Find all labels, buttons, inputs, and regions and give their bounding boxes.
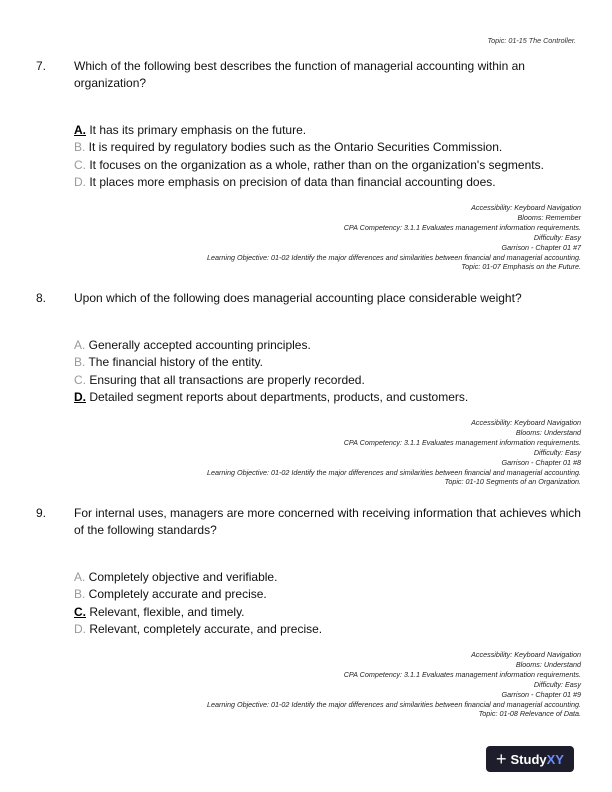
meta-topic: Topic: 01-07 Emphasis on the Future. xyxy=(461,262,581,272)
option-text: Completely objective and verifiable. xyxy=(85,570,278,584)
meta-accessibility: Accessibility: Keyboard Navigation xyxy=(471,203,581,212)
meta-blooms: Blooms: Understand xyxy=(515,659,581,669)
option-letter: C. xyxy=(74,372,86,387)
meta-difficulty: Difficulty: Easy xyxy=(533,679,581,689)
meta-topic: Topic: 01-10 Segments of an Organization. xyxy=(444,477,581,487)
logo-brand: Study xyxy=(510,751,547,767)
meta-source: Garrison - Chapter 01 #7 xyxy=(501,242,581,252)
option-c xyxy=(74,372,581,389)
header-topic: Topic: 01-15 The Controller. xyxy=(487,36,576,45)
logo-text xyxy=(511,752,564,767)
option-d xyxy=(74,174,581,191)
option-a xyxy=(74,122,581,139)
option-letter: B. xyxy=(74,587,86,602)
question-8 xyxy=(36,290,581,487)
option-a xyxy=(74,569,581,586)
question-metadata xyxy=(207,418,581,487)
option-text: It places more emphasis on precision of data than financial accounting does. xyxy=(86,174,496,189)
logo-brand-suffix: XY xyxy=(546,751,564,767)
meta-learning-objective: Learning Objective: 01-02 Identify the major differences and similarities between financial and managerial accounting. xyxy=(207,252,581,262)
option-text: Detailed segment reports about departments, products, and customers. xyxy=(86,389,469,404)
meta-blooms: Blooms: Remember xyxy=(517,212,581,222)
meta-cpa-competency: CPA Competency: 3.1.1 Evaluates management information requirements. xyxy=(343,222,581,232)
option-text: Relevant, flexible, and timely. xyxy=(86,604,245,619)
plus-icon: + xyxy=(496,749,507,769)
option-letter: D. xyxy=(74,174,86,189)
option-b xyxy=(74,139,581,156)
option-letter: A. xyxy=(74,570,86,584)
meta-learning-objective: Learning Objective: 01-02 Identify the major differences and similarities between financial and managerial accounting. xyxy=(207,467,581,477)
option-c xyxy=(74,157,581,174)
question-text: For internal uses, managers are more concerned with receiving information that achieves which of the following standards? xyxy=(74,506,581,537)
option-text: It focuses on the organization as a whole, rather than on the organization's segments. xyxy=(86,157,544,172)
option-text: Ensuring that all transactions are properly recorded. xyxy=(86,372,365,387)
option-letter-correct: D. xyxy=(74,389,86,404)
question-metadata xyxy=(207,203,581,272)
answer-options xyxy=(74,122,581,191)
question-text: Which of the following best describes the function of managerial accounting within an organization? xyxy=(74,59,525,90)
option-letter-correct: A. xyxy=(74,123,86,137)
question-7 xyxy=(36,58,581,272)
option-text: Relevant, completely accurate, and precise. xyxy=(86,621,323,636)
question-number: 7. xyxy=(36,59,47,73)
answer-options xyxy=(74,569,581,638)
meta-learning-objective: Learning Objective: 01-02 Identify the major differences and similarities between financial and managerial accounting. xyxy=(207,699,581,709)
question-text: Upon which of the following does managerial accounting place considerable weight? xyxy=(74,291,522,305)
meta-source: Garrison - Chapter 01 #8 xyxy=(501,457,581,467)
option-letter: D. xyxy=(74,621,86,636)
option-b xyxy=(74,586,581,603)
meta-source: Garrison - Chapter 01 #9 xyxy=(501,689,581,699)
option-text: Generally accepted accounting principles. xyxy=(85,338,311,352)
option-letter: B. xyxy=(74,355,86,370)
option-text: It is required by regulatory bodies such as the Ontario Securities Commission. xyxy=(85,140,503,155)
option-a xyxy=(74,337,581,354)
option-letter-correct: C. xyxy=(74,604,86,619)
question-9 xyxy=(36,505,581,719)
option-d xyxy=(74,621,581,638)
meta-topic: Topic: 01-08 Relevance of Data. xyxy=(478,709,581,719)
meta-cpa-competency: CPA Competency: 3.1.1 Evaluates management information requirements. xyxy=(343,669,581,679)
option-text: Completely accurate and precise. xyxy=(85,587,267,602)
meta-accessibility: Accessibility: Keyboard Navigation xyxy=(471,650,581,659)
studyxy-logo xyxy=(486,746,574,772)
meta-blooms: Blooms: Understand xyxy=(515,427,581,437)
option-letter: A. xyxy=(74,338,86,352)
option-d xyxy=(74,389,581,406)
meta-accessibility: Accessibility: Keyboard Navigation xyxy=(471,418,581,427)
option-text: The financial history of the entity. xyxy=(85,355,263,370)
option-text: It has its primary emphasis on the future. xyxy=(86,123,307,137)
question-number: 9. xyxy=(36,506,47,520)
meta-cpa-competency: CPA Competency: 3.1.1 Evaluates management information requirements. xyxy=(343,437,581,447)
question-number: 8. xyxy=(36,291,47,305)
question-metadata xyxy=(207,650,581,719)
option-b xyxy=(74,354,581,371)
option-letter: C. xyxy=(74,157,86,172)
meta-difficulty: Difficulty: Easy xyxy=(533,232,581,242)
meta-difficulty: Difficulty: Easy xyxy=(533,447,581,457)
option-letter: B. xyxy=(74,140,86,155)
option-c xyxy=(74,604,581,621)
answer-options xyxy=(74,337,581,406)
